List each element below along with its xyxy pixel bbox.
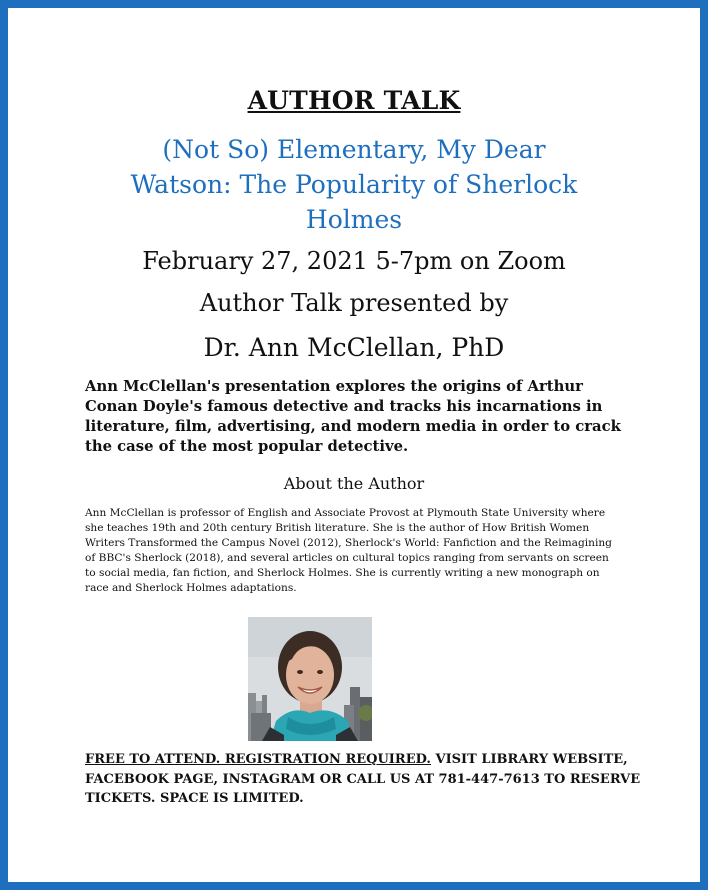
event-type-heading: AUTHOR TALK — [247, 86, 461, 115]
registration-info — [85, 750, 645, 809]
about-author-heading: About the Author — [283, 474, 425, 493]
author-photo — [248, 617, 372, 741]
presented-by-line: Author Talk presented by — [199, 289, 509, 317]
talk-title: (Not So) Elementary, My Dear Watson: The Popularity of Sherlock Holmes — [130, 135, 578, 234]
presenter-name: Dr. Ann McClellan, PhD — [203, 333, 505, 362]
event-date-time: February 27, 2021 5-7pm on Zoom — [142, 247, 566, 275]
free-registration-notice: FREE TO ATTEND. REGISTRATION REQUIRED. — [85, 752, 431, 767]
contact-instructions: VISIT LIBRARY WEBSITE, FACEBOOK PAGE, INSTAGRAM OR CALL US AT 781-447-7613 TO RESERVE TICKETS. SPACE IS LIMITED. — [85, 752, 641, 806]
author-bio: Ann McClellan is professor of English and Associate Provost at Plymouth State University where she teaches 19th and 20th century British literature. She is the author of How British Women Writers Transformed the Campus Novel (2012), Sherlock's World: Fanfiction and the Reimagining of BBC's Sherlock (2018), and several articles on cultural topics ranging from servants on screen to social media, fan fiction, and Sherlock Holmes. She is currently writing a new monograph on race and Sherlock Holmes adaptations. — [85, 507, 612, 594]
talk-description: Ann McClellan's presentation explores the origins of Arthur Conan Doyle's famous detective and tracks his incarnations in literature, film, advertising, and modern media in order to crack the case of the most popular detective. — [85, 378, 621, 455]
